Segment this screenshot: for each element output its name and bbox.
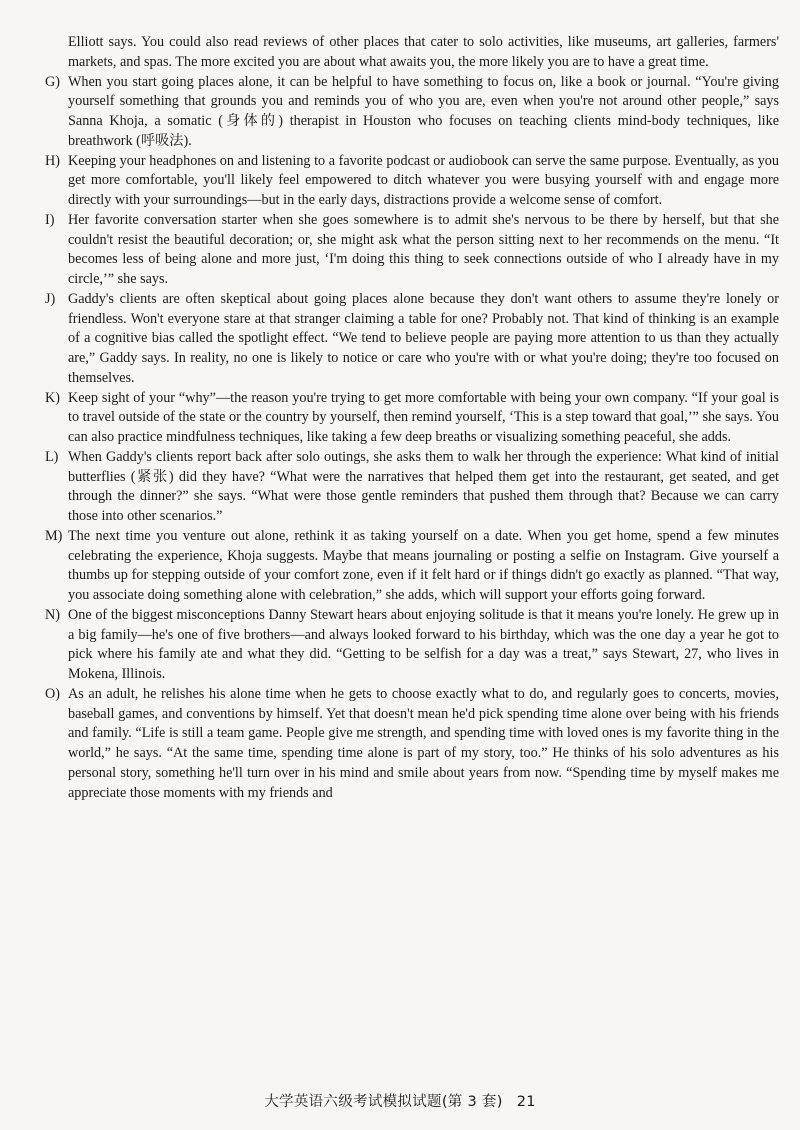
paragraph-n (45, 606, 779, 685)
paragraph-l (45, 448, 779, 527)
paragraph-text: Her favorite conversation starter when she goes somewhere is to admit she's nervous to be there by herself, but that she couldn't resist the beautiful decoration; or, she might ask what the person sitting next to her recommends on the menu. “It becomes less of being alone and more just, ‘I'm doing this thing to seek connections outside of who I already have in my circle,’” she says. (68, 211, 779, 287)
paragraph-g (45, 73, 779, 152)
paragraph-text: The next time you venture out alone, rethink it as taking yourself on a date. When you get home, spend a few minutes celebrating the experience, Khoja suggests. Maybe that means journaling or posting a selfie on Instagram. Give yourself a thumbs up for stepping outside of your comfort zone, even if it felt hard or if things didn't go exactly as planned. “That way, you associate doing something alone with celebration,” she adds, which will support your efforts going forward. (68, 527, 779, 603)
paragraph-o (45, 685, 779, 804)
paragraph-text: As an adult, he relishes his alone time when he gets to choose exactly what to do, and regularly goes to concerts, movies, baseball games, and conventions by himself. Yet that doesn't mean he'd pick spending time alone over being with his friends and family. “Life is still a team game. People give me strength, and spending time with loved ones is my favorite thing in the world,” he says. “At the same time, spending time alone is part of my story, too.” He thinks of his solo adventures as his personal story, something he'll turn over in his mind and smile about years from now. “Spending time by myself makes me appreciate those moments with my friends and (68, 685, 779, 801)
paragraph-label: L) (45, 448, 59, 465)
paragraph-text: Keeping your headphones on and listening to a favorite podcast or audiobook can serve the same purpose. Eventually, as you get more comfortable, you'll likely feel empowered to ditch whatever you were busying yourself with and engage more directly with your surroundings—but in the early days, distractions provide a welcome sense of comfort. (68, 152, 779, 208)
footer-title: 大学英语六级考试模拟试题(第 3 套) (264, 1094, 503, 1110)
paragraph-text: When you start going places alone, it can be helpful to have something to focus on, like a book or journal. “You're giving yourself something that grounds you and reminds you of who you are, even when you're not around other people,” says Sanna Khoja, a somatic (身体的) therapist in Houston who focuses on teaching clients mind-body techniques, like breathwork (呼吸法). (68, 73, 779, 149)
paragraph-label: I) (45, 211, 55, 228)
paragraph-k (45, 389, 779, 448)
paragraph-text: Keep sight of your “why”—the reason you're trying to get more comfortable with being your own company. “If your goal is to travel outside of the state or the country by yourself, then remind yourself, ‘This is a step toward that goal,’” she says. You can also practice mindfulness techniques, like taking a few deep breaths or visualizing something peaceful, she adds. (68, 389, 779, 445)
paragraph-text: Elliott says. You could also read reviews of other places that cater to solo activities, like museums, art galleries, farmers' markets, and spas. The more excited you are about what awaits you, the more likely you are to have a great time. (68, 34, 779, 70)
paragraph-label: O) (45, 685, 60, 702)
paragraph-text: Gaddy's clients are often skeptical about going places alone because they don't want others to assume they're lonely or friendless. Won't everyone stare at that stranger claiming a table for one? Probably not. That kind of thinking is an example of a cognitive bias called the spotlight effect. “We tend to believe people are paying more attention to us than they actually are,” Gaddy says. In reality, no one is likely to notice or care who you're with or what you're doing; they're too focused on themselves. (68, 290, 779, 386)
page-number: 21 (516, 1094, 536, 1110)
paragraph-h (45, 152, 779, 211)
paragraph-m (45, 527, 779, 606)
paragraph-text: When Gaddy's clients report back after solo outings, she asks them to walk her through the experience: What kind of initial butterflies (紧张) did they have? “What were the narratives that helped them get into the restaurant, get seated, and get through the dinner?” she says. “What were those gentle reminders that pushed them through that? Because we can carry those into other scenarios.” (68, 448, 779, 524)
paragraph-label: J) (45, 290, 56, 307)
paragraph-label: G) (45, 73, 60, 90)
paragraph-label: H) (45, 152, 60, 169)
paragraph-j (45, 290, 779, 389)
paragraph-label: K) (45, 389, 60, 406)
paragraph-label: M) (45, 527, 63, 544)
article-body (45, 33, 779, 803)
paragraph-text: One of the biggest misconceptions Danny Stewart hears about enjoying solitude is that it means you're lonely. He grew up in a big family—he's one of five brothers—and always looked forward to his birthday, which was the one day a year he got to pick where his family ate and what they did. “Getting to be selfish for a day was a treat,” says Stewart, 27, who lives in Mokena, Illinois. (68, 606, 779, 682)
paragraph-continuation (45, 33, 779, 73)
page-footer (0, 1090, 800, 1111)
paragraph-label: N) (45, 606, 60, 623)
paragraph-i (45, 211, 779, 290)
